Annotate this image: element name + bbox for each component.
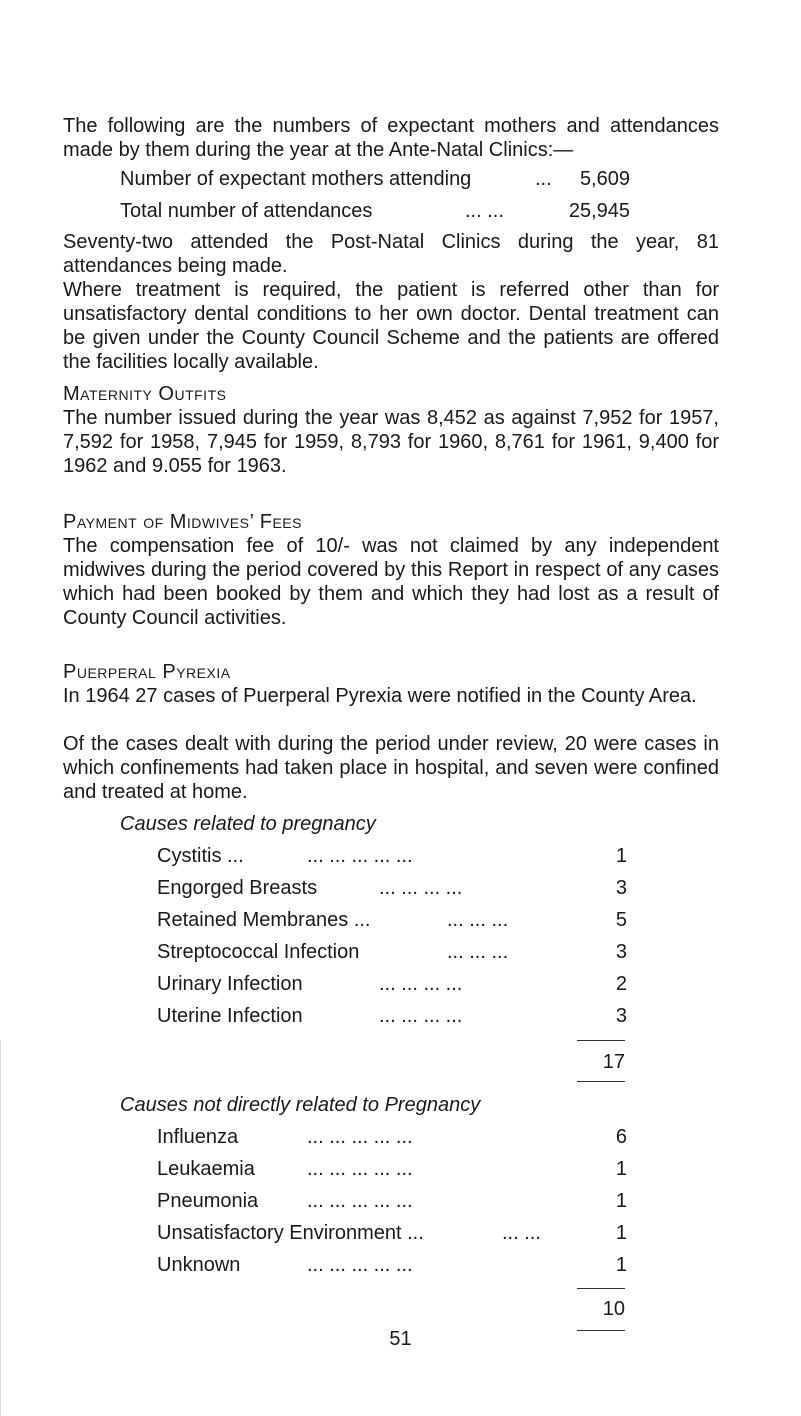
row-leader-dots: ... ... (465, 200, 504, 222)
subtotal-rule-top (577, 1040, 625, 1041)
item-label: Unsatisfactory Environment ... (157, 1222, 424, 1244)
not-related-total: 10 (602, 1298, 625, 1320)
page-number: 51 (389, 1328, 412, 1350)
pyrexia-text-2: Of the cases dealt with during the period under review, 20 were cases in which confinements had taken place in hospital, and seven were confined and treated at home. (63, 733, 719, 803)
treatment-text: Where treatment is required, the patient is referred other than for unsatisfactory dental conditions to her own doctor. Dental treatment can be given under the County Council Scheme and the patients are offered the facilities locally available. (63, 279, 719, 373)
item-leader-dots: ... ... ... ... ... (307, 1126, 413, 1148)
treatment-paragraph (63, 278, 719, 374)
item-leader-dots: ... ... ... ... (379, 877, 463, 899)
item-value: 1 (615, 1222, 627, 1244)
item-leader-dots: ... ... ... (447, 941, 509, 963)
related-total: 17 (602, 1051, 625, 1073)
item-value: 1 (615, 1158, 627, 1180)
row-label: Total number of attendances (120, 200, 373, 222)
row-label: Number of expectant mothers attending (120, 168, 472, 190)
item-label: Retained Membranes ... (157, 909, 371, 931)
item-value: 1 (615, 1254, 627, 1276)
item-label: Pneumonia (157, 1190, 259, 1212)
item-value: 3 (615, 877, 627, 899)
item-label: Influenza (157, 1126, 239, 1148)
item-value: 1 (615, 1190, 627, 1212)
row-leader-dots: ... (535, 168, 552, 190)
item-value: 1 (615, 845, 627, 867)
item-value: 2 (615, 973, 627, 995)
pyrexia-paragraph-2 (63, 732, 719, 804)
midwives-heading: Payment of Midwives’ Fees (63, 511, 302, 533)
item-label: Urinary Infection (157, 973, 303, 995)
item-leader-dots: ... ... ... ... (379, 973, 463, 995)
item-value: 3 (615, 941, 627, 963)
item-label: Uterine Infection (157, 1005, 303, 1027)
midwives-text: The compensation fee of 10/- was not claimed by any independent midwives during the period covered by this Report in respect of any cases which had been booked by them and which they had lost as a result of County Council activities. (63, 535, 719, 629)
midwives-paragraph (63, 534, 719, 630)
related-heading: Causes related to pregnancy (120, 813, 376, 835)
not-related-heading: Causes not directly related to Pregnancy (120, 1094, 481, 1116)
item-value: 3 (615, 1005, 627, 1027)
pyrexia-text-1: In 1964 27 cases of Puerperal Pyrexia were notified in the County Area. (63, 685, 697, 707)
post-natal-text: Seventy-two attended the Post-Natal Clinics during the year, 81 attendances being made. (63, 231, 719, 277)
binding-edge (0, 1040, 7, 1416)
item-value: 5 (615, 909, 627, 931)
item-label: Unknown (157, 1254, 241, 1276)
intro-text: The following are the numbers of expectant mothers and attendances made by them during the year at the Ante-Natal Clinics:— (63, 115, 719, 161)
maternity-paragraph (63, 406, 719, 478)
post-natal-paragraph (63, 230, 719, 278)
item-leader-dots: ... ... (502, 1222, 541, 1244)
intro-paragraph (63, 114, 719, 162)
pyrexia-paragraph-1 (63, 684, 719, 708)
item-label: Engorged Breasts (157, 877, 318, 899)
pyrexia-heading: Puerperal Pyrexia (63, 661, 231, 683)
item-leader-dots: ... ... ... ... ... (307, 1158, 413, 1180)
item-leader-dots: ... ... ... (447, 909, 509, 931)
item-leader-dots: ... ... ... ... ... (307, 845, 413, 867)
item-leader-dots: ... ... ... ... ... (307, 1190, 413, 1212)
row-value: 25,945 (568, 200, 630, 222)
item-value: 6 (615, 1126, 627, 1148)
subtotal-rule-bottom (577, 1081, 625, 1082)
maternity-text: The number issued during the year was 8,452 as against 7,952 for 1957, 7,592 for 1958, 7,945 for 1959, 8,793 for 1960, 8,761 for 1961, 9,400 for 1962 and 9.055 for 1963. (63, 407, 719, 477)
maternity-heading: Maternity Outfits (63, 383, 227, 405)
item-leader-dots: ... ... ... ... (379, 1005, 463, 1027)
item-label: Streptococcal Infection (157, 941, 360, 963)
total-rule-top (577, 1288, 625, 1289)
item-label: Leukaemia (157, 1158, 255, 1180)
item-label: Cystitis ... (157, 845, 244, 867)
row-value: 5,609 (579, 168, 630, 190)
item-leader-dots: ... ... ... ... ... (307, 1254, 413, 1276)
